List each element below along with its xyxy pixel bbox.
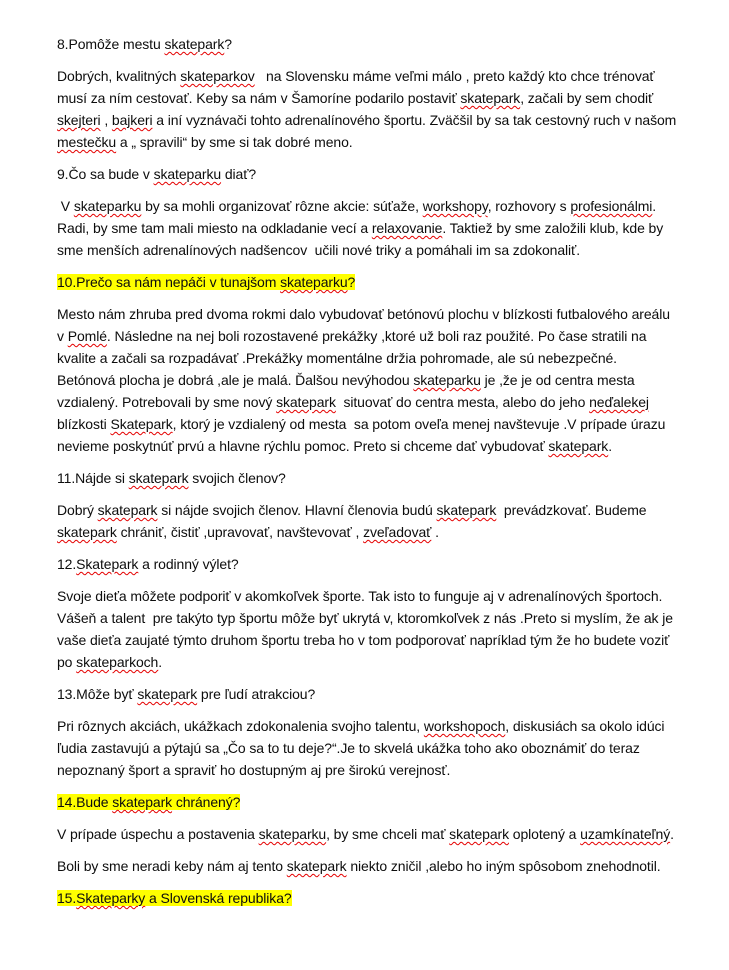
misspelled-word: skateparkov	[180, 68, 255, 84]
misspelled-word: skatepark	[128, 470, 189, 486]
highlighted-text	[57, 890, 292, 906]
question-heading	[57, 553, 679, 575]
text-run: 14.Bude	[57, 794, 113, 810]
text-run: V prípade úspechu a postavenia	[57, 826, 259, 842]
highlighted-text	[57, 274, 355, 290]
text-run: svojich členov?	[188, 470, 286, 486]
text-run: 13.Môže byť	[57, 686, 138, 702]
paragraph	[57, 855, 679, 877]
text-run: Svoje dieťa môžete podporiť v akomkoľvek športe. Tak isto to funguje aj v adrenalínových športoch. Vášeň a talent pre takýto typ športu môže byť ukrytá v, ktoromkoľvek z nás .Preto si myslím, že ak je vaše dieťa zaujaté týmto druhom športu treba ho v tom podporovať napríklad tým že ho budete voziť po	[57, 588, 677, 670]
question-heading	[57, 683, 679, 705]
highlighted-text	[57, 794, 240, 810]
misspelled-word: relaxovanie	[371, 220, 443, 236]
misspelled-word: Skatepark	[110, 416, 173, 432]
misspelled-word: skatepark	[164, 36, 225, 52]
text-run: 10.Prečo sa nám nepáči v tunajšom	[57, 274, 281, 290]
text-run: si nájde svojich členov. Hlavní členovia budú	[157, 502, 437, 518]
text-run: ?	[347, 274, 356, 290]
misspelled-word: skejteri	[57, 112, 101, 128]
misspelled-word: skatepark	[449, 826, 509, 842]
misspelled-word: skatepark	[460, 90, 521, 106]
text-run: Pri rôznych akciách, ukážkach zdokonalenia svojho talentu,	[57, 718, 424, 734]
text-run: pre ľudí atrakciou?	[197, 686, 316, 702]
paragraph	[57, 715, 679, 781]
misspelled-word: skatepark	[276, 394, 336, 410]
paragraph	[57, 195, 679, 261]
misspelled-word: skateparku	[280, 274, 348, 290]
misspelled-word: zveľadovať	[363, 524, 432, 540]
text-run: chrániť, čistiť ,upravovať, navštevovať ,	[116, 524, 364, 540]
text-run: a Slovenská republika?	[145, 890, 292, 906]
misspelled-word: skatepark	[137, 686, 198, 702]
misspelled-word: skatepark	[97, 502, 158, 518]
text-run: , ktorý je vzdialený od mesta sa potom oveľa menej navštevuje .V prípade úrazu nevieme poskytnúť prvú a hlavne rýchlu pomoc. Preto si chceme dať vybudovať	[57, 416, 670, 454]
misspelled-word: skateparku	[258, 826, 327, 842]
misspelled-word: workshopy	[422, 198, 488, 214]
misspelled-word: skatepark	[57, 524, 117, 540]
text-run: Dobrých, kvalitných	[57, 68, 181, 84]
text-run: .	[431, 524, 439, 540]
text-run: , diskusiách sa okolo idúci ľudia zastavujú a pýtajú sa „Čo sa to tu deje?“.Je to skvelá ukážka toho ako oboznámiť do teraz nepoznaný šport a spraviť ho dostupným aj pre širokú verejnosť.	[57, 718, 669, 778]
misspelled-word: Skateparky	[76, 890, 146, 906]
text-run: je ,že je od centra mesta vzdialený. Potrebovali by sme nový	[57, 372, 639, 410]
text-run: a iní vyznávači tohto adrenalínového športu. Zväčšil by sa tak cestovný ruch v našom	[152, 112, 681, 128]
question-heading	[57, 33, 679, 55]
misspelled-word: skatepark	[286, 858, 347, 874]
text-run: . Následne na nej boli rozostavené prekážky ,ktoré už boli raz použité. Po čase stratili na kvalite a začali sa rozpadávať .Prekážky momentálne držia pohromade, ale sú nebezpečné. Betónová plocha je dobrá ,ale je malá. Ďalšou nevýhodou	[57, 328, 651, 388]
text-run: Dobrý	[57, 502, 98, 518]
text-run: .	[608, 438, 612, 454]
misspelled-word: Pomlé	[67, 328, 107, 344]
misspelled-word: skateparku	[413, 372, 481, 388]
paragraph	[57, 65, 679, 153]
text-run: 12.	[57, 556, 77, 572]
text-run: oplotený a	[508, 826, 581, 842]
misspelled-word: skatepark	[436, 502, 497, 518]
misspelled-word: bajkeri	[111, 112, 153, 128]
text-run: diať?	[221, 166, 257, 182]
misspelled-word: mestečku	[57, 134, 117, 150]
text-run: 8.Pomôže mestu	[57, 36, 165, 52]
text-run: by sa mohli organizovať rôzne akcie: súťaže,	[141, 198, 423, 214]
paragraph	[57, 823, 679, 845]
misspelled-word: profesionálmi	[570, 198, 653, 214]
text-run: chránený?	[172, 794, 241, 810]
text-run: blízkosti	[57, 394, 653, 432]
text-run: Mesto nám zhruba pred dvoma rokmi dalo vybudovať betónovú plochu v blízkosti futbalového areálu v	[57, 306, 674, 344]
text-run: Boli by sme neradi keby nám aj tento	[57, 858, 287, 874]
text-run: a „ spravili“ by sme si tak dobré meno.	[116, 134, 353, 150]
question-heading	[57, 887, 679, 909]
paragraph	[57, 585, 679, 673]
text-run: 11.Nájde si	[57, 470, 129, 486]
misspelled-word: skatepark	[548, 438, 609, 454]
text-run: .	[158, 654, 163, 670]
misspelled-word: skatepark	[112, 794, 173, 810]
text-run: situovať do centra mesta, alebo do jeho	[335, 394, 590, 410]
text-run: ,	[100, 112, 112, 128]
misspelled-word: skateparku	[153, 166, 222, 182]
paragraph	[57, 499, 679, 543]
text-run: V	[57, 198, 74, 214]
misspelled-word: neďalekej	[589, 394, 649, 410]
text-run: na Slovensku máme veľmi málo , preto každý kto chce trénovať musí za ním cestovať. Keby sa nám v Šamoríne podarilo postaviť	[57, 68, 659, 106]
text-run: a rodinný výlet?	[138, 556, 239, 572]
misspelled-word: skateparku	[73, 198, 142, 214]
misspelled-word: skateparkoch	[76, 654, 159, 670]
question-heading	[57, 163, 679, 185]
text-run: , rozhovory s	[487, 198, 571, 214]
text-run: .	[670, 826, 674, 842]
text-run: 15.	[57, 890, 77, 906]
question-heading	[57, 271, 679, 293]
text-run: 9.Čo sa bude v	[57, 166, 154, 182]
text-run: niekto zničil ,alebo ho iným spôsobom znehodnotil.	[346, 858, 661, 874]
text-run: . Taktiež by sme založili klub, kde by sme menších adrenalínových nadšencov učili nové triky a pomáhali im sa zdokonaliť.	[57, 220, 667, 258]
text-run: ?	[224, 36, 232, 52]
paragraph	[57, 303, 679, 457]
misspelled-word: Skatepark	[76, 556, 139, 572]
text-run: , by sme chceli mať	[326, 826, 450, 842]
text-run: prevádzkovať. Budeme	[496, 502, 651, 518]
text-run: , začali by sem chodiť	[520, 90, 657, 106]
question-heading	[57, 791, 679, 813]
text-run: . Radi, by sme tam mali miesto na odkladanie vecí a	[57, 198, 660, 236]
question-heading	[57, 467, 679, 489]
misspelled-word: uzamkínateľný	[580, 826, 671, 842]
misspelled-word: workshopoch	[423, 718, 506, 734]
